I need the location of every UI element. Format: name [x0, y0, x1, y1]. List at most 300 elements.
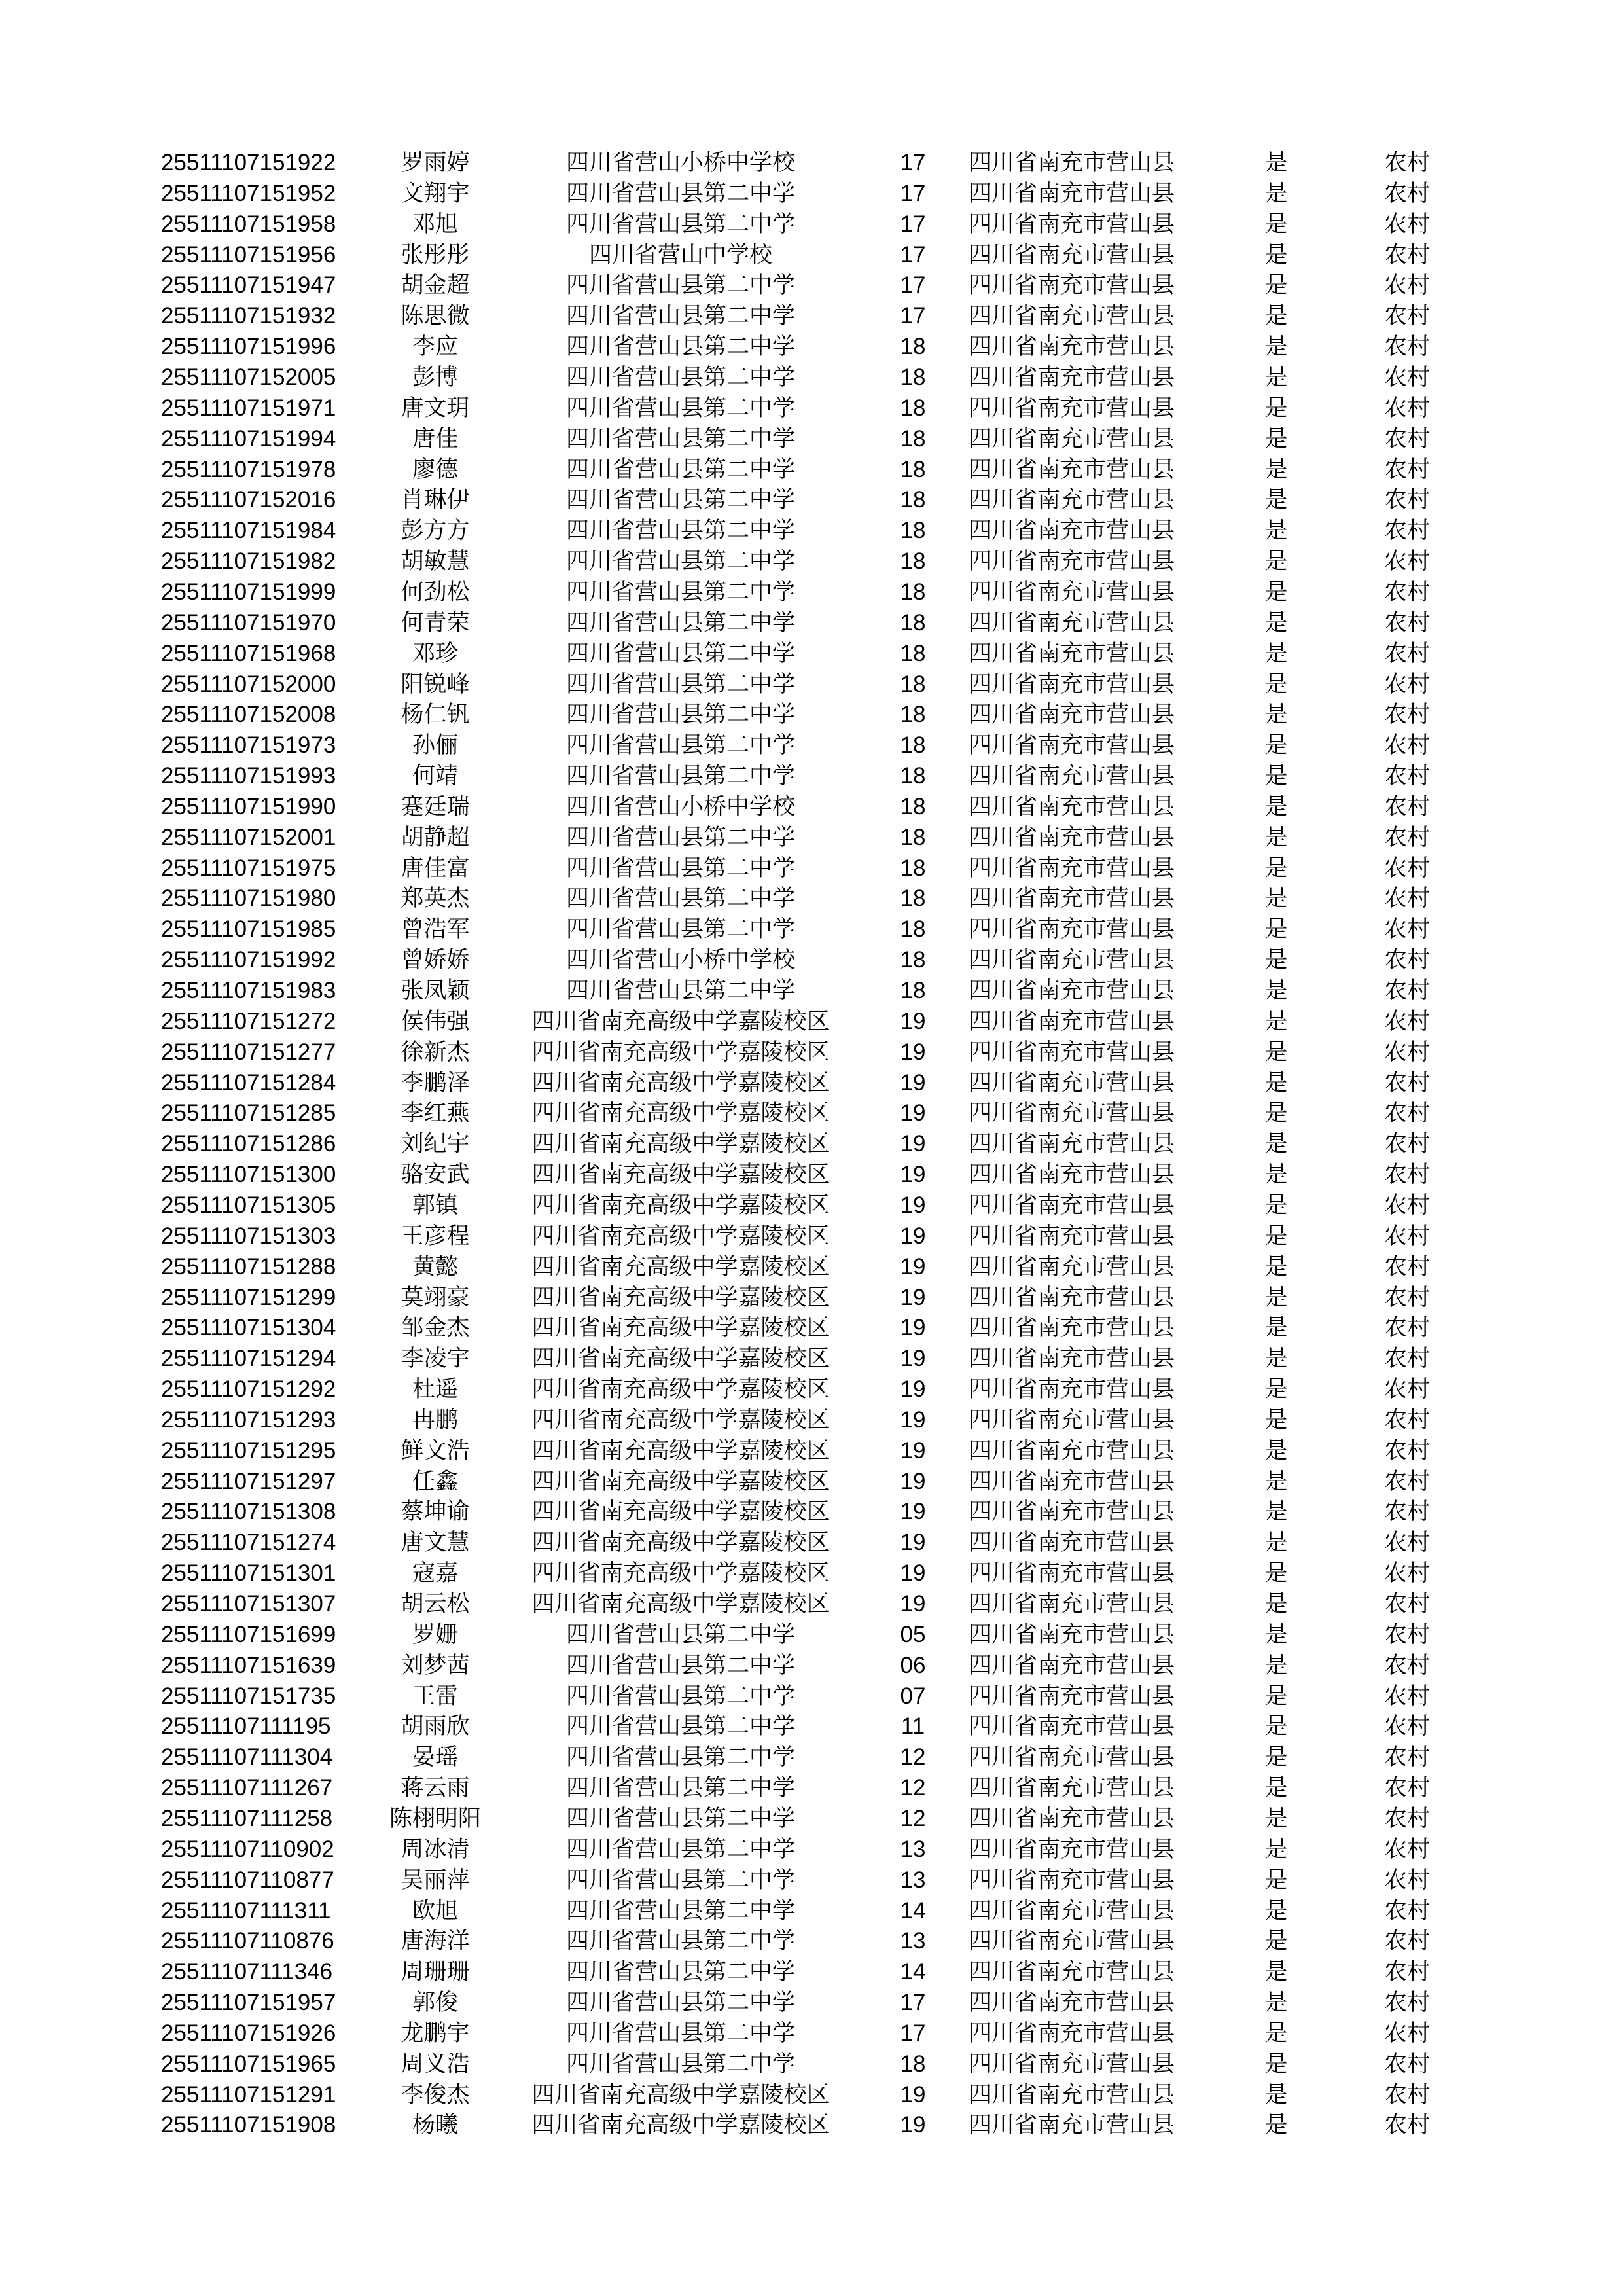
region-cell: 四川省南充市营山县: [969, 456, 1175, 482]
residence-type-cell: 农村: [1383, 1131, 1430, 1157]
residence-type-cell: 农村: [1383, 640, 1430, 666]
school-cell: 四川省南充高级中学嘉陵校区: [531, 1591, 830, 1617]
residence-type-cell: 农村: [1383, 947, 1430, 973]
school-cell: 四川省南充高级中学嘉陵校区: [531, 1284, 830, 1310]
table-row: [0, 853, 1623, 884]
flag-cell: 是: [1264, 2020, 1288, 2046]
residence-type-cell: 农村: [1383, 395, 1430, 421]
region-cell: 四川省南充市营山县: [969, 1192, 1175, 1218]
table-row: [0, 2109, 1623, 2140]
table-row: [0, 240, 1623, 270]
student-name-cell: 蔡坤谕: [401, 1499, 470, 1525]
student-id-cell: 25511107151978: [161, 456, 336, 482]
table-row: [0, 1650, 1623, 1681]
student-id-cell: 25511107151958: [161, 211, 336, 237]
student-name-cell: 杨曦: [412, 2112, 458, 2138]
table-row: [0, 1466, 1623, 1497]
student-name-cell: 周冰清: [401, 1836, 470, 1862]
region-cell: 四川省南充市营山县: [969, 548, 1175, 575]
region-cell: 四川省南充市营山县: [969, 886, 1175, 912]
student-id-cell: 25511107151291: [161, 2081, 336, 2108]
student-name-cell: 郑英杰: [401, 886, 470, 912]
student-id-cell: 25511107151965: [161, 2051, 336, 2077]
region-cell: 四川省南充市营山县: [969, 1468, 1175, 1494]
region-cell: 四川省南充市营山县: [969, 824, 1175, 850]
class-cell: 19: [900, 1560, 926, 1587]
school-cell: 四川省营山县第二中学: [565, 1990, 795, 2015]
school-cell: 四川省营山县第二中学: [565, 334, 795, 360]
flag-cell: 是: [1264, 1713, 1288, 1740]
school-cell: 四川省营山县第二中学: [565, 640, 795, 666]
table-row: [0, 1619, 1623, 1650]
student-name-cell: 邓旭: [412, 211, 458, 237]
student-name-cell: 冉鹏: [412, 1407, 458, 1433]
residence-type-cell: 农村: [1383, 180, 1430, 206]
flag-cell: 是: [1264, 1131, 1288, 1157]
region-cell: 四川省南充市营山县: [969, 1621, 1175, 1647]
school-cell: 四川省南充高级中学嘉陵校区: [531, 1069, 830, 1096]
residence-type-cell: 农村: [1383, 1530, 1430, 1556]
region-cell: 四川省南充市营山县: [969, 978, 1175, 1003]
region-cell: 四川省南充市营山县: [969, 1530, 1175, 1556]
region-cell: 四川省南充市营山县: [969, 1131, 1175, 1157]
residence-type-cell: 农村: [1383, 732, 1430, 759]
region-cell: 四川省南充市营山县: [969, 763, 1175, 789]
student-id-cell: 25511107151982: [161, 548, 336, 575]
class-cell: 07: [900, 1683, 926, 1709]
student-id-cell: 25511107110876: [161, 1928, 334, 1954]
class-cell: 19: [900, 1315, 926, 1341]
table-row: [0, 1312, 1623, 1343]
residence-type-cell: 农村: [1383, 1959, 1430, 1985]
class-cell: 18: [900, 334, 926, 360]
region-cell: 四川省南充市营山县: [969, 1928, 1175, 1954]
flag-cell: 是: [1264, 1069, 1288, 1096]
student-id-cell: 25511107151307: [161, 1591, 336, 1617]
student-name-cell: 李应: [412, 334, 458, 360]
region-cell: 四川省南充市营山县: [969, 1407, 1175, 1433]
school-cell: 四川省营山县第二中学: [565, 1652, 795, 1678]
school-cell: 四川省营山县第二中学: [565, 579, 795, 605]
school-cell: 四川省营山县第二中学: [565, 2020, 795, 2046]
residence-type-cell: 农村: [1383, 1990, 1430, 2015]
student-name-cell: 李凌宇: [401, 1346, 470, 1372]
school-cell: 四川省营山中学校: [588, 242, 772, 268]
region-cell: 四川省南充市营山县: [969, 609, 1175, 636]
region-cell: 四川省南充市营山县: [969, 2051, 1175, 2077]
flag-cell: 是: [1264, 886, 1288, 912]
student-id-cell: 25511107111311: [161, 1897, 331, 1924]
student-name-cell: 何青荣: [401, 609, 470, 636]
flag-cell: 是: [1264, 1253, 1288, 1280]
class-cell: 18: [900, 947, 926, 973]
class-cell: 18: [900, 579, 926, 605]
school-cell: 四川省南充高级中学嘉陵校区: [531, 1437, 830, 1463]
class-cell: 19: [900, 1407, 926, 1433]
student-id-cell: 25511107110877: [161, 1867, 334, 1893]
table-row: [0, 1834, 1623, 1865]
student-name-cell: 胡云松: [401, 1591, 470, 1617]
residence-type-cell: 农村: [1383, 1223, 1430, 1249]
student-id-cell: 25511107151293: [161, 1407, 336, 1433]
school-cell: 四川省营山县第二中学: [565, 609, 795, 636]
class-cell: 18: [900, 763, 926, 789]
flag-cell: 是: [1264, 978, 1288, 1003]
school-cell: 四川省营山县第二中学: [565, 180, 795, 206]
student-id-cell: 25511107151288: [161, 1253, 336, 1280]
student-id-cell: 25511107152000: [161, 671, 336, 697]
residence-type-cell: 农村: [1383, 824, 1430, 850]
residence-type-cell: 农村: [1383, 1897, 1430, 1924]
school-cell: 四川省营山县第二中学: [565, 1805, 795, 1831]
student-id-cell: 25511107151990: [161, 793, 336, 819]
school-cell: 四川省营山县第二中学: [565, 1621, 795, 1647]
class-cell: 18: [900, 487, 926, 513]
class-cell: 19: [900, 1192, 926, 1218]
flag-cell: 是: [1264, 1990, 1288, 2015]
student-name-cell: 胡静超: [401, 824, 470, 850]
region-cell: 四川省南充市营山县: [969, 1499, 1175, 1525]
flag-cell: 是: [1264, 1560, 1288, 1587]
region-cell: 四川省南充市营山县: [969, 1069, 1175, 1096]
region-cell: 四川省南充市营山县: [969, 640, 1175, 666]
class-cell: 18: [900, 456, 926, 482]
region-cell: 四川省南充市营山县: [969, 1162, 1175, 1187]
region-cell: 四川省南充市营山县: [969, 1652, 1175, 1678]
region-cell: 四川省南充市营山县: [969, 2112, 1175, 2138]
school-cell: 四川省南充高级中学嘉陵校区: [531, 1407, 830, 1433]
table-row: [0, 2018, 1623, 2049]
region-cell: 四川省南充市营山县: [969, 1775, 1175, 1801]
class-cell: 17: [900, 211, 926, 237]
class-cell: 18: [900, 671, 926, 697]
class-cell: 18: [900, 702, 926, 728]
class-cell: 14: [900, 1959, 926, 1985]
region-cell: 四川省南充市营山县: [969, 1284, 1175, 1310]
flag-cell: 是: [1264, 1928, 1288, 1954]
flag-cell: 是: [1264, 456, 1288, 482]
table-row: [0, 638, 1623, 669]
student-name-cell: 徐新杰: [401, 1039, 470, 1065]
class-cell: 13: [900, 1928, 926, 1954]
table-row: [0, 2079, 1623, 2110]
residence-type-cell: 农村: [1383, 1652, 1430, 1678]
student-name-cell: 何劲松: [401, 579, 470, 605]
class-cell: 13: [900, 1836, 926, 1862]
class-cell: 18: [900, 824, 926, 850]
student-id-cell: 25511107111346: [161, 1959, 333, 1985]
student-id-cell: 25511107151973: [161, 732, 336, 759]
class-cell: 19: [900, 1008, 926, 1034]
table-row: [0, 1496, 1623, 1527]
table-row: [0, 362, 1623, 393]
student-id-cell: 25511107151300: [161, 1162, 336, 1187]
table-row: [0, 147, 1623, 178]
table-row: [0, 484, 1623, 515]
flag-cell: 是: [1264, 1959, 1288, 1985]
class-cell: 17: [900, 272, 926, 298]
table-row: [0, 393, 1623, 423]
class-cell: 19: [900, 1253, 926, 1280]
region-cell: 四川省南充市营山县: [969, 1805, 1175, 1831]
region-cell: 四川省南充市营山县: [969, 1253, 1175, 1280]
school-cell: 四川省营山县第二中学: [565, 487, 795, 513]
student-id-cell: 25511107151292: [161, 1376, 336, 1402]
residence-type-cell: 农村: [1383, 1284, 1430, 1310]
school-cell: 四川省南充高级中学嘉陵校区: [531, 1560, 830, 1587]
school-cell: 四川省营山县第二中学: [565, 456, 795, 482]
school-cell: 四川省营山县第二中学: [565, 425, 795, 452]
school-cell: 四川省营山县第二中学: [565, 1683, 795, 1709]
student-name-cell: 唐文玥: [401, 395, 470, 421]
flag-cell: 是: [1264, 425, 1288, 452]
residence-type-cell: 农村: [1383, 1192, 1430, 1218]
class-cell: 18: [900, 793, 926, 819]
school-cell: 四川省南充高级中学嘉陵校区: [531, 2081, 830, 2108]
table-row: [0, 1527, 1623, 1558]
class-cell: 18: [900, 2051, 926, 2077]
student-id-cell: 25511107151274: [161, 1530, 336, 1556]
student-id-cell: 25511107151301: [161, 1560, 336, 1587]
student-name-cell: 郭镇: [412, 1192, 458, 1218]
class-cell: 17: [900, 1990, 926, 2015]
class-cell: 19: [900, 1346, 926, 1372]
flag-cell: 是: [1264, 180, 1288, 206]
student-name-cell: 邓珍: [412, 640, 458, 666]
school-cell: 四川省营山县第二中学: [565, 916, 795, 942]
residence-type-cell: 农村: [1383, 1253, 1430, 1280]
flag-cell: 是: [1264, 2112, 1288, 2138]
table-row: [0, 577, 1623, 607]
student-id-cell: 25511107151956: [161, 242, 336, 268]
student-name-cell: 胡雨欣: [401, 1713, 470, 1740]
residence-type-cell: 农村: [1383, 2112, 1430, 2138]
residence-type-cell: 农村: [1383, 1468, 1430, 1494]
student-name-cell: 刘纪宇: [401, 1131, 470, 1157]
table-row: [0, 1159, 1623, 1190]
student-id-cell: 25511107151975: [161, 855, 336, 881]
school-cell: 四川省南充高级中学嘉陵校区: [531, 1315, 830, 1341]
residence-type-cell: 农村: [1383, 1621, 1430, 1647]
student-name-cell: 曾娇娇: [401, 947, 470, 973]
region-cell: 四川省南充市营山县: [969, 1990, 1175, 2015]
school-cell: 四川省营山县第二中学: [565, 395, 795, 421]
class-cell: 05: [900, 1621, 926, 1647]
table-row: [0, 1405, 1623, 1435]
class-cell: 19: [900, 1039, 926, 1065]
flag-cell: 是: [1264, 1100, 1288, 1126]
table-row: [0, 607, 1623, 638]
flag-cell: 是: [1264, 1652, 1288, 1678]
student-name-cell: 廖德: [412, 456, 458, 482]
school-cell: 四川省营山县第二中学: [565, 548, 795, 575]
region-cell: 四川省南充市营山县: [969, 1560, 1175, 1587]
student-name-cell: 李鹏泽: [401, 1069, 470, 1096]
flag-cell: 是: [1264, 211, 1288, 237]
residence-type-cell: 农村: [1383, 978, 1430, 1003]
residence-type-cell: 农村: [1383, 1805, 1430, 1831]
student-id-cell: 25511107151699: [161, 1621, 336, 1647]
school-cell: 四川省营山县第二中学: [565, 824, 795, 850]
student-id-cell: 25511107151968: [161, 640, 336, 666]
student-id-cell: 25511107111258: [161, 1805, 333, 1831]
residence-type-cell: 农村: [1383, 579, 1430, 605]
table-row: [0, 1067, 1623, 1098]
student-name-cell: 孙俪: [412, 732, 458, 759]
table-row: [0, 975, 1623, 1006]
region-cell: 四川省南充市营山县: [969, 1867, 1175, 1893]
flag-cell: 是: [1264, 272, 1288, 298]
school-cell: 四川省营山县第二中学: [565, 855, 795, 881]
residence-type-cell: 农村: [1383, 886, 1430, 912]
flag-cell: 是: [1264, 1315, 1288, 1341]
student-name-cell: 吴丽萍: [401, 1867, 470, 1893]
residence-type-cell: 农村: [1383, 2051, 1430, 2077]
class-cell: 18: [900, 609, 926, 636]
flag-cell: 是: [1264, 1683, 1288, 1709]
residence-type-cell: 农村: [1383, 1560, 1430, 1587]
school-cell: 四川省营山县第二中学: [565, 1959, 795, 1985]
class-cell: 18: [900, 640, 926, 666]
student-name-cell: 郭俊: [412, 1990, 458, 2015]
flag-cell: 是: [1264, 793, 1288, 819]
table-row: [0, 1803, 1623, 1834]
student-id-cell: 25511107151984: [161, 518, 336, 544]
class-cell: 18: [900, 425, 926, 452]
residence-type-cell: 农村: [1383, 456, 1430, 482]
residence-type-cell: 农村: [1383, 1867, 1430, 1893]
flag-cell: 是: [1264, 1437, 1288, 1463]
flag-cell: 是: [1264, 1591, 1288, 1617]
residence-type-cell: 农村: [1383, 793, 1430, 819]
flag-cell: 是: [1264, 1468, 1288, 1494]
region-cell: 四川省南充市营山县: [969, 303, 1175, 329]
class-cell: 19: [900, 1499, 926, 1525]
region-cell: 四川省南充市营山县: [969, 1008, 1175, 1034]
region-cell: 四川省南充市营山县: [969, 211, 1175, 237]
table-row: [0, 944, 1623, 975]
student-id-cell: 25511107151908: [161, 2112, 336, 2138]
school-cell: 四川省营山县第二中学: [565, 1713, 795, 1740]
table-row: [0, 730, 1623, 761]
table-row: [0, 1742, 1623, 1772]
student-name-cell: 蹇廷瑞: [401, 793, 470, 819]
class-cell: 17: [900, 242, 926, 268]
student-id-cell: 25511107111304: [161, 1744, 333, 1770]
table-row: [0, 822, 1623, 853]
residence-type-cell: 农村: [1383, 548, 1430, 575]
table-row: [0, 1006, 1623, 1037]
region-cell: 四川省南充市营山县: [969, 947, 1175, 973]
flag-cell: 是: [1264, 1162, 1288, 1187]
residence-type-cell: 农村: [1383, 1039, 1430, 1065]
student-name-cell: 唐佳富: [401, 855, 470, 881]
student-name-cell: 陈思微: [401, 303, 470, 329]
student-id-cell: 25511107152005: [161, 365, 336, 390]
student-name-cell: 曾浩军: [401, 916, 470, 942]
region-cell: 四川省南充市营山县: [969, 732, 1175, 759]
class-cell: 19: [900, 1591, 926, 1617]
student-id-cell: 25511107151947: [161, 272, 336, 298]
student-name-cell: 彭方方: [401, 518, 470, 544]
table-row: [0, 209, 1623, 240]
school-cell: 四川省营山县第二中学: [565, 211, 795, 237]
school-cell: 四川省营山县第二中学: [565, 702, 795, 728]
table-row: [0, 1865, 1623, 1895]
student-name-cell: 周珊珊: [401, 1959, 470, 1985]
student-id-cell: 25511107152016: [161, 487, 336, 513]
school-cell: 四川省南充高级中学嘉陵校区: [531, 1192, 830, 1218]
flag-cell: 是: [1264, 916, 1288, 942]
school-cell: 四川省南充高级中学嘉陵校区: [531, 1346, 830, 1372]
class-cell: 17: [900, 180, 926, 206]
table-row: [0, 300, 1623, 331]
school-cell: 四川省营山县第二中学: [565, 1867, 795, 1893]
table-row: [0, 883, 1623, 914]
student-id-cell: 25511107151926: [161, 2020, 336, 2046]
student-name-cell: 彭博: [412, 365, 458, 390]
residence-type-cell: 农村: [1383, 1775, 1430, 1801]
student-name-cell: 何靖: [412, 763, 458, 789]
student-name-cell: 胡金超: [401, 272, 470, 298]
class-cell: 19: [900, 2112, 926, 2138]
student-id-cell: 25511107151922: [161, 150, 336, 175]
class-cell: 19: [900, 1100, 926, 1126]
student-name-cell: 张凤颖: [401, 978, 470, 1003]
student-name-cell: 杨仁钒: [401, 702, 470, 728]
school-cell: 四川省营山县第二中学: [565, 978, 795, 1003]
region-cell: 四川省南充市营山县: [969, 916, 1175, 942]
flag-cell: 是: [1264, 824, 1288, 850]
school-cell: 四川省营山县第二中学: [565, 1744, 795, 1770]
student-name-cell: 周义浩: [401, 2051, 470, 2077]
region-cell: 四川省南充市营山县: [969, 1683, 1175, 1709]
flag-cell: 是: [1264, 487, 1288, 513]
flag-cell: 是: [1264, 1192, 1288, 1218]
flag-cell: 是: [1264, 1530, 1288, 1556]
flag-cell: 是: [1264, 1499, 1288, 1525]
flag-cell: 是: [1264, 548, 1288, 575]
school-cell: 四川省南充高级中学嘉陵校区: [531, 1223, 830, 1249]
residence-type-cell: 农村: [1383, 609, 1430, 636]
flag-cell: 是: [1264, 1346, 1288, 1372]
class-cell: 18: [900, 732, 926, 759]
flag-cell: 是: [1264, 947, 1288, 973]
student-name-cell: 黄懿: [412, 1253, 458, 1280]
table-row: [0, 1681, 1623, 1712]
residence-type-cell: 农村: [1383, 1008, 1430, 1034]
class-cell: 18: [900, 365, 926, 390]
residence-type-cell: 农村: [1383, 211, 1430, 237]
table-row: [0, 331, 1623, 362]
flag-cell: 是: [1264, 732, 1288, 759]
student-id-cell: 25511107151286: [161, 1131, 336, 1157]
school-cell: 四川省南充高级中学嘉陵校区: [531, 1376, 830, 1402]
region-cell: 四川省南充市营山县: [969, 1713, 1175, 1740]
student-id-cell: 25511107151957: [161, 1990, 336, 2015]
table-row: [0, 1190, 1623, 1221]
table-row: [0, 914, 1623, 944]
flag-cell: 是: [1264, 1621, 1288, 1647]
student-id-cell: 25511107151285: [161, 1100, 336, 1126]
class-cell: 17: [900, 303, 926, 329]
region-cell: 四川省南充市营山县: [969, 272, 1175, 298]
class-cell: 18: [900, 886, 926, 912]
residence-type-cell: 农村: [1383, 1162, 1430, 1187]
region-cell: 四川省南充市营山县: [969, 1039, 1175, 1065]
class-cell: 18: [900, 916, 926, 942]
school-cell: 四川省营山县第二中学: [565, 303, 795, 329]
